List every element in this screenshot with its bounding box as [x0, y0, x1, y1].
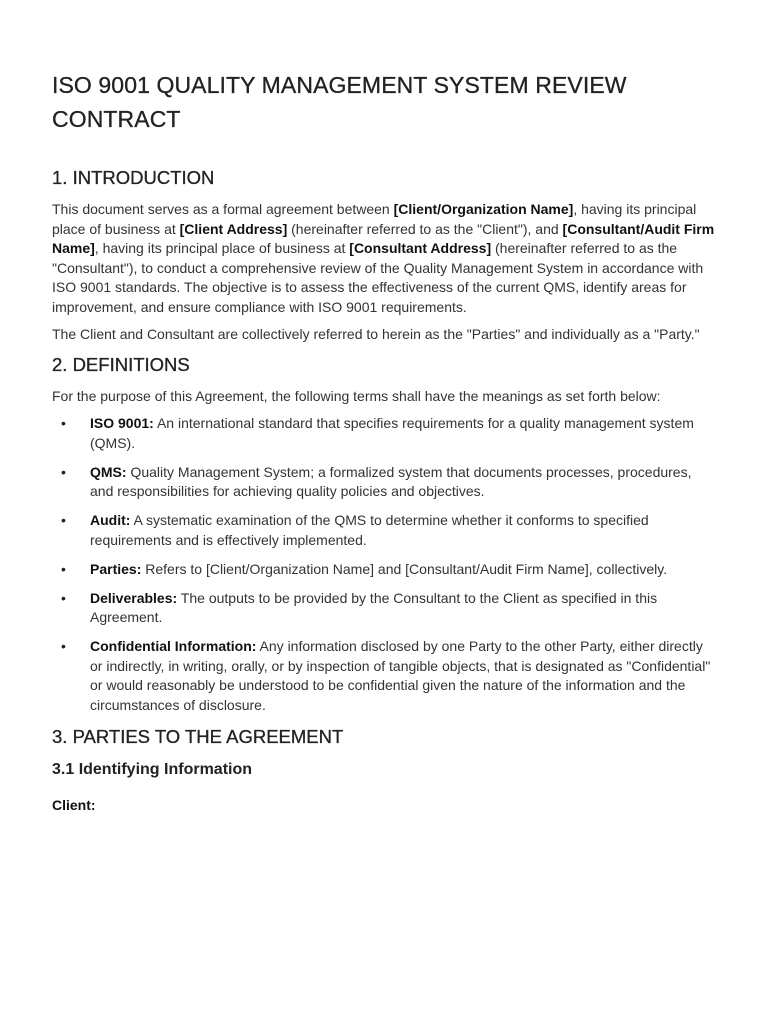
- definition-text: The outputs to be provided by the Consultant to the Client as specified in this Agreement.: [90, 589, 658, 625]
- bullet-icon: •: [61, 560, 66, 577]
- consultant-name-placeholder: [Consultant/Audit Firm Name]: [52, 220, 715, 256]
- subsection-heading-identifying-information: 3.1 Identifying Information: [52, 760, 253, 778]
- section-heading-parties: 3. PARTIES TO THE AGREEMENT: [52, 725, 344, 747]
- consultant-address-placeholder: [Consultant Address]: [349, 240, 492, 256]
- intro-text-3: (hereinafter referred to as the "Client"), and: [287, 220, 563, 237]
- parties-paragraph: The Client and Consultant are collectively referred to herein as the "Parties" and individually as a "Party.": [52, 326, 700, 342]
- definition-text: An international standard that specifies requirements for a quality management system (QMS).: [90, 415, 694, 451]
- definition-term: QMS:: [90, 463, 127, 480]
- definition-term: ISO 9001:: [90, 415, 154, 431]
- intro-text-1: This document serves as a formal agreement between: [52, 201, 394, 217]
- section-heading-introduction: 1. INTRODUCTION: [52, 167, 215, 188]
- bullet-icon: •: [61, 638, 66, 654]
- definition-text: A systematic examination of the QMS to determine whether it conforms to specified requirements and is effectively implemented.: [90, 512, 649, 548]
- list-item: [52, 511, 718, 550]
- definition-text: Quality Management System; a formalized system that documents processes, procedures, and responsibilities for achieving quality policies and objectives.: [90, 463, 692, 499]
- list-item: [52, 560, 718, 580]
- list-item: [52, 589, 718, 628]
- definitions-intro: For the purpose of this Agreement, the following terms shall have the meanings as set forth below:: [52, 387, 661, 404]
- bullet-icon: •: [61, 415, 66, 431]
- section-heading-definitions: 2. DEFINITIONS: [52, 353, 190, 375]
- introduction-paragraph: [52, 200, 718, 317]
- list-item: [52, 414, 718, 453]
- document-title: ISO 9001 QUALITY MANAGEMENT SYSTEM REVIEW CONTRACT: [52, 72, 627, 132]
- intro-text-4: , having its principal place of business at: [94, 240, 350, 256]
- bullet-icon: •: [61, 589, 66, 606]
- definition-text: Any information disclosed by one Party to the other Party, either directly or indirectly, in writing, orally, or by inspection of tangible objects, that is designated as "Confidential" or would reasonably be understood to be confidential given the nature of the information and the circumstances of disclosure.: [90, 638, 711, 713]
- list-item: [52, 637, 718, 715]
- client-name-placeholder: [Client/Organization Name]: [393, 201, 574, 217]
- client-address-placeholder: [Client Address]: [179, 220, 288, 237]
- definition-term: Audit:: [90, 512, 131, 528]
- bullet-icon: •: [61, 463, 66, 480]
- intro-text-2: , having its principal place of business at: [52, 201, 697, 237]
- intro-text-5: (hereinafter referred to as the "Consultant"), to conduct a comprehensive review of the Quality Management System in accordance with ISO 9001 standards. The objective is to assess the effectiveness of the current QMS, identify areas for improvement, and ensure compliance with ISO 9001 requirements.: [52, 240, 704, 315]
- list-item: [52, 463, 718, 502]
- definition-term: Deliverables:: [90, 589, 178, 606]
- definition-term: Confidential Information:: [90, 638, 257, 654]
- definition-term: Parties:: [90, 560, 142, 577]
- definition-text: Refers to [Client/Organization Name] and [Consultant/Audit Firm Name], collectively.: [141, 560, 668, 577]
- definitions-list: [52, 414, 718, 715]
- bullet-icon: •: [61, 512, 66, 528]
- client-label: Client:: [52, 796, 96, 813]
